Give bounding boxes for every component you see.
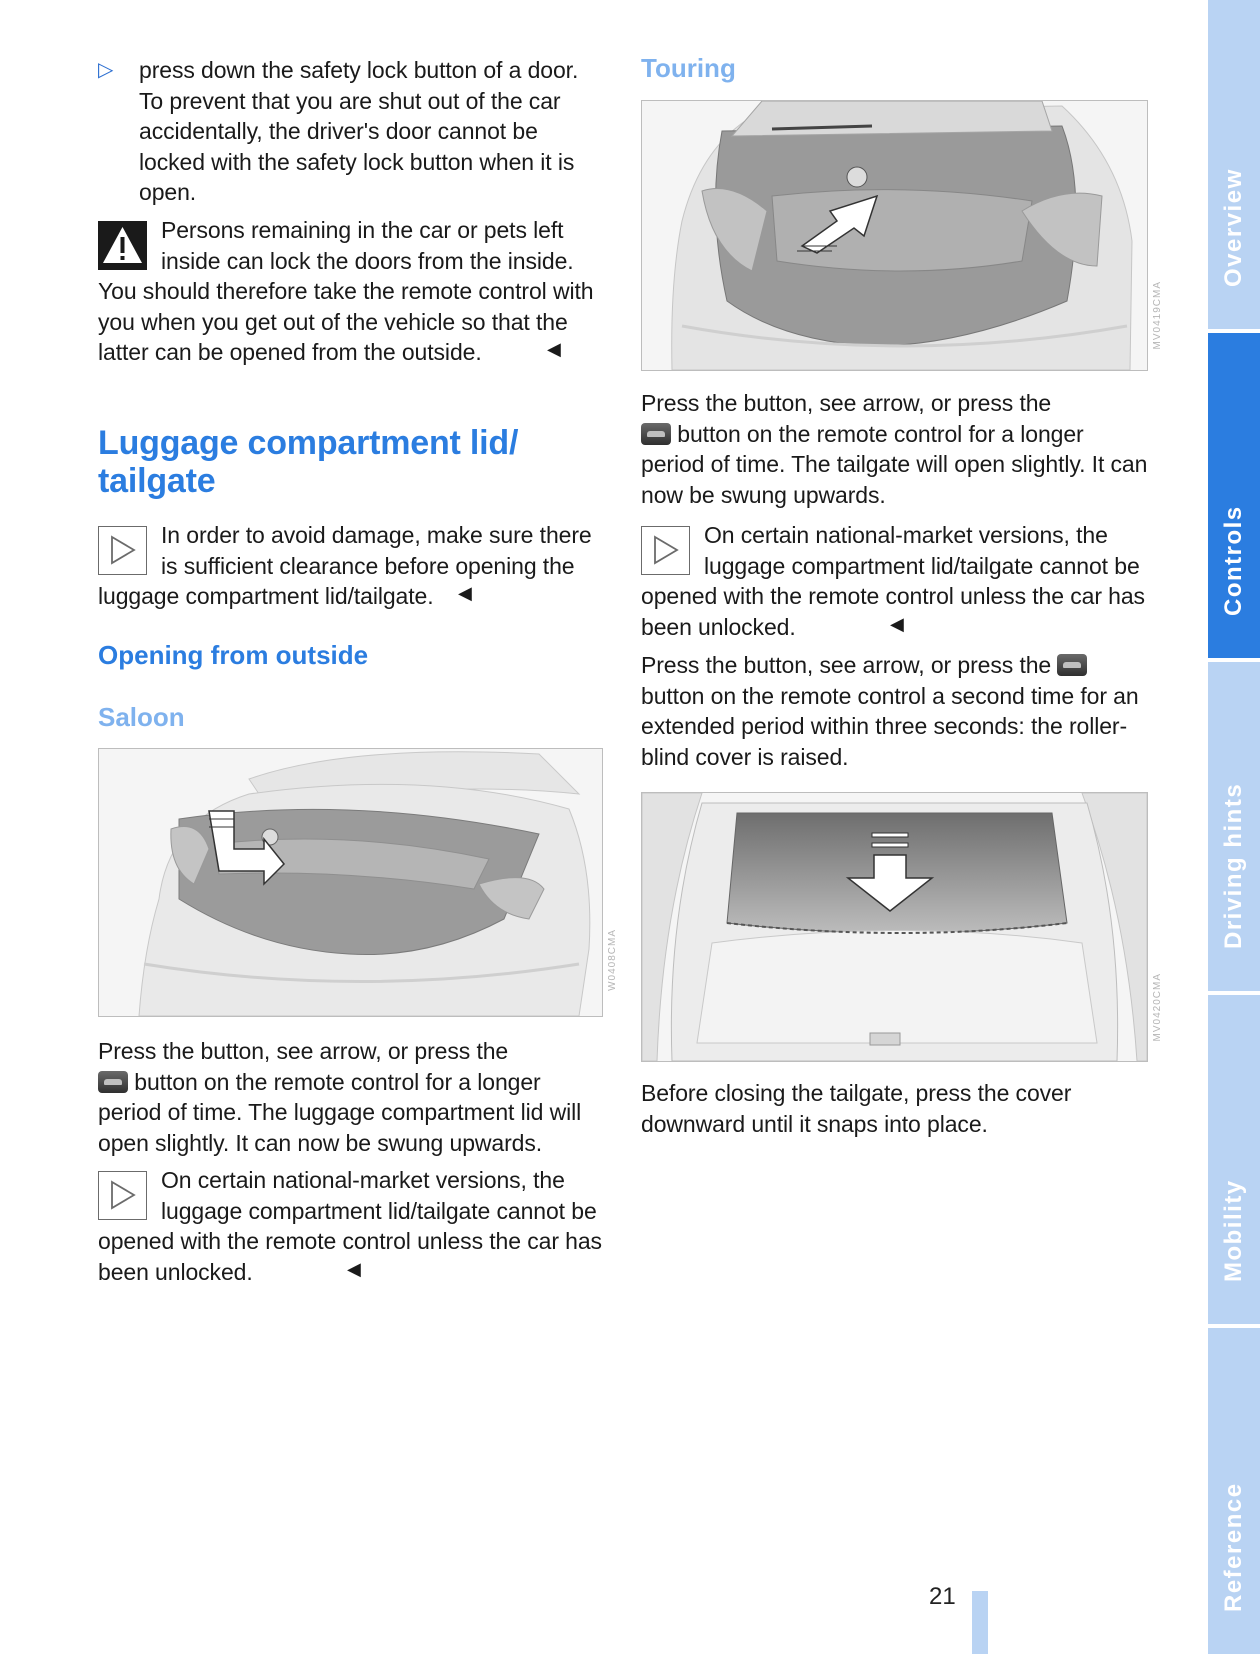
- trunk-key-icon: [1057, 654, 1087, 676]
- bullet-triangle-icon: ▷: [98, 59, 114, 81]
- warning-note: [98, 215, 603, 368]
- touring-car-illustration: [642, 101, 1147, 370]
- tab-mobility-label: Mobility: [1220, 1179, 1247, 1282]
- trunk-key-icon: [641, 423, 671, 445]
- tab-controls[interactable]: [1208, 333, 1260, 658]
- touring-figure2-code: MV0420CMA: [1152, 973, 1163, 1042]
- saloon-note-text: On certain national-market versions, the luggage compartment lid/tailgate cannot be opened with the remote control unless the car has been unlocked.: [98, 1167, 602, 1285]
- saloon-figure: [98, 748, 618, 1017]
- note-clearance-text: In order to avoid damage, make sure there is sufficient clearance before opening the luggage compartment lid/tailgate.: [98, 522, 592, 609]
- touring-text2-post: button on the remote control a second time for an extended period within three seconds: the roller-blind cover is raised.: [641, 682, 1139, 770]
- roller-blind-figure: [641, 792, 1163, 1062]
- saloon-instructions: [98, 1036, 603, 1158]
- note-clearance: [98, 520, 603, 612]
- note-arrow-icon: [641, 526, 690, 575]
- note-arrow-icon: [98, 526, 147, 575]
- tab-driving-hints-label: Driving hints: [1220, 782, 1247, 949]
- warning-triangle-icon: [98, 221, 147, 270]
- touring-note: [641, 520, 1149, 642]
- saloon-note: [98, 1165, 603, 1287]
- tab-reference[interactable]: [1208, 1328, 1260, 1654]
- section-title: [98, 424, 603, 500]
- touring-closing-text: Before closing the tailgate, press the cover downward until it snaps into place.: [641, 1080, 1072, 1137]
- tab-reference-label: Reference: [1220, 1482, 1247, 1612]
- tab-overview-label: Overview: [1220, 168, 1247, 287]
- tab-controls-label: Controls: [1220, 505, 1247, 616]
- trunk-key-icon: [98, 1071, 128, 1093]
- end-mark-icon: ◀: [458, 583, 472, 603]
- saloon-figure-code: W0408CMA: [607, 929, 618, 991]
- bullet-item-safety-lock: [98, 55, 603, 208]
- tab-mobility[interactable]: [1208, 995, 1260, 1324]
- saloon-text-post: button on the remote control for a longer period of time. The luggage compartment lid will open slightly. It can now be swung upwards.: [98, 1068, 582, 1156]
- page-number-bar: [972, 1591, 988, 1654]
- end-mark-icon: ◀: [547, 339, 561, 359]
- end-mark-icon: ◀: [347, 1259, 361, 1279]
- opening-heading: Opening from outside: [98, 640, 369, 670]
- touring-figure: [641, 100, 1163, 371]
- saloon-heading: Saloon: [98, 702, 185, 732]
- saloon-text-pre: Press the button, see arrow, or press the: [98, 1038, 509, 1064]
- touring-heading: Touring: [641, 53, 736, 83]
- touring-instructions-2: [641, 650, 1149, 772]
- tab-driving-hints[interactable]: [1208, 662, 1260, 991]
- touring-note-text: On certain national-market versions, the luggage compartment lid/tailgate cannot be opened with the remote control unless the car has been unlocked.: [641, 522, 1145, 640]
- page-number: 21: [929, 1583, 956, 1610]
- warning-text: Persons remaining in the car or pets left inside can lock the doors from the inside. You should therefore take the remote control with you when you get out of the vehicle so that the latter can be opened from the outside.: [98, 217, 594, 365]
- section-title-line1: Luggage compartment lid/: [98, 424, 519, 462]
- note-arrow-icon: [98, 1171, 147, 1220]
- cargo-area-illustration: [642, 793, 1147, 1061]
- touring-figure1-code: MV0419CMA: [1152, 281, 1163, 350]
- touring-text1-pre: Press the button, see arrow, or press the: [641, 390, 1052, 416]
- bullet-text: press down the safety lock button of a door. To prevent that you are shut out of the car accidentally, the driver's door cannot be locked with the safety lock button when it is open.: [139, 57, 579, 205]
- touring-instructions-1: [641, 388, 1149, 510]
- tab-overview[interactable]: [1208, 0, 1260, 329]
- saloon-car-illustration: [99, 749, 602, 1016]
- end-mark-icon: ◀: [890, 614, 904, 634]
- chapter-sidebar: [1208, 0, 1260, 1654]
- touring-text1-post: button on the remote control for a longer period of time. The tailgate will open slightly. It can now be swung upwards.: [641, 420, 1148, 508]
- section-title-line2: tailgate: [98, 462, 216, 500]
- touring-text2-pre: Press the button, see arrow, or press the: [641, 652, 1052, 678]
